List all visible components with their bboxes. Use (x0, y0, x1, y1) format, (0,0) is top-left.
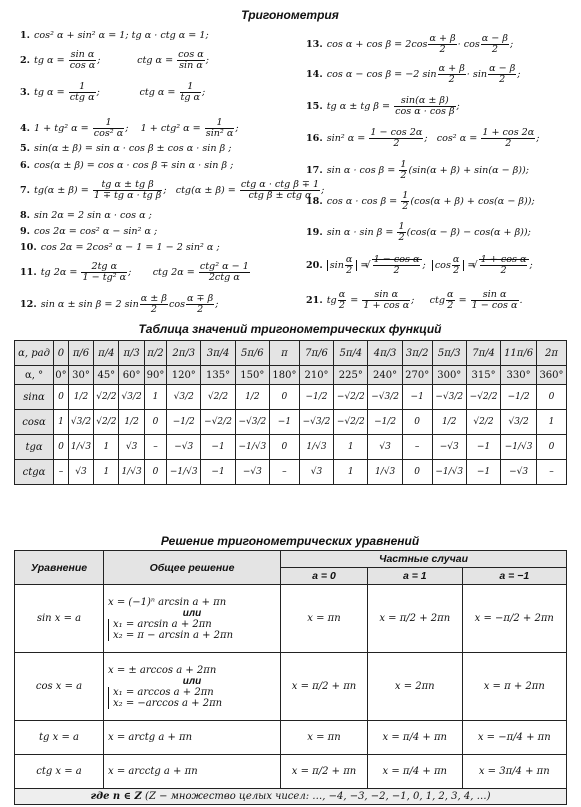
value-cell: √2/2 (201, 385, 235, 410)
value-cell: √3 (299, 460, 333, 485)
row-ctgα (15, 460, 567, 485)
rad-cell: 11π/6 (501, 341, 537, 366)
row-rad (15, 341, 567, 366)
value-cell: 1 (144, 385, 166, 410)
eq-sin: sin x = a (15, 585, 104, 653)
value-cell: −1 (466, 435, 500, 460)
formula-11: 11. tg 2α = $\frac{\text{2tg α}}{\text{1 − tg² α}}$ ; ctg 2α = $\frac{\text{ctg² α − 1}}{\text{2ctg α}}$ (20, 261, 249, 283)
value-cell: −1/2 (299, 385, 333, 410)
rad-cell: π/2 (144, 341, 166, 366)
value-cell: −√3/2 (299, 410, 333, 435)
value-cell: −1 (201, 460, 235, 485)
deg-cell: 300° (432, 366, 466, 385)
rad-cell: π/3 (119, 341, 144, 366)
value-cell: 0 (269, 385, 299, 410)
formula-16: 16. sin² α = $\frac{1 - \cos 2\alpha}{2}$ ; cos² α = $\frac{1 + \cos 2\alpha}{2}$ ; (306, 127, 540, 149)
value-cell: −1/2 (167, 410, 201, 435)
deg-cell: 225° (334, 366, 368, 385)
rad-cell: π/4 (94, 341, 119, 366)
sin-a0: x = πn (281, 585, 368, 653)
rad-cell: 7π/4 (466, 341, 500, 366)
value-cell: √3/2 (119, 385, 144, 410)
eq-tg: tg x = a (15, 721, 104, 755)
value-cell: −√3 (501, 460, 537, 485)
value-cell: 1/√3 (119, 460, 144, 485)
rad-cell: 0 (54, 341, 69, 366)
deg-cell: 330° (501, 366, 537, 385)
deg-cell: 150° (235, 366, 269, 385)
rad-cell: 3π/2 (402, 341, 432, 366)
formula-21: 21. tg $\frac{\alpha}{2}$ = $\frac{\text{sin α}}{\text{1 + cos α}}$ ; ctg $\frac{\alpha}{2}$ = $\frac{\text{sin α}}{\text{1 − cos α}}$ . (306, 289, 523, 311)
value-cell: −√3 (167, 435, 201, 460)
value-cell: 1/√3 (368, 460, 402, 485)
equations-table-title: Решение тригонометрических уравнений (160, 534, 420, 548)
value-cell: √3/2 (68, 410, 93, 435)
formula-18: 18. cos α · cos β = $\frac{1}{2}$ (cos(α + β) + cos(α − β)); (306, 190, 535, 212)
value-cell: −√3 (235, 460, 269, 485)
value-cell: √2/2 (94, 385, 119, 410)
value-cell: – (536, 460, 566, 485)
value-cell: 1/√3 (299, 435, 333, 460)
value-cell: 1 (54, 410, 69, 435)
value-cell: 0 (402, 410, 432, 435)
gen-sin: x = (−1)ⁿ arcsin a + πn или x₁ = arcsin a + 2πn x₂ = π − arcsin a + 2πn (104, 585, 281, 653)
formula-6: 6. cos(α ± β) = cos α · cos β ∓ sin α · sin β ; (20, 160, 234, 171)
rad-cell: 5π/4 (334, 341, 368, 366)
value-cell: √3/2 (167, 385, 201, 410)
deg-cell: 210° (299, 366, 333, 385)
header-am1: a = −1 (462, 568, 566, 585)
value-cell: – (144, 435, 166, 460)
deg-cell: 360° (536, 366, 566, 385)
deg-cell: 315° (466, 366, 500, 385)
value-cell: −1/√3 (432, 460, 466, 485)
formula-14: 14. cos α − cos β = −2 sin $\frac{\alpha + \beta}{2}$ · sin $\frac{\alpha - \beta}{2}$ ; (306, 63, 521, 85)
value-cell: √3 (119, 435, 144, 460)
tg-a1: x = π/4 + πn (368, 721, 463, 755)
deg-cell: 120° (167, 366, 201, 385)
value-cell: −√3/2 (368, 385, 402, 410)
func-name: cosα (15, 410, 54, 435)
value-cell: 1/2 (68, 385, 93, 410)
header-general-solution: Общее решение (104, 551, 281, 585)
rad-cell: π/6 (68, 341, 93, 366)
ctg-am1: x = 3π/4 + πn (462, 755, 566, 789)
rad-cell: 7π/6 (299, 341, 333, 366)
deg-cell: 90° (144, 366, 166, 385)
deg-cell: 240° (368, 366, 402, 385)
value-cell: 1/2 (119, 410, 144, 435)
formula-17: 17. sin α · cos β = $\frac{1}{2}$ (sin(α + β) + sin(α − β)); (306, 159, 529, 181)
cos-a1: x = 2πn (368, 653, 463, 721)
value-cell: 1 (334, 435, 368, 460)
formula-1: 1. cos² α + sin² α = 1; tg α · ctg α = 1; (20, 30, 209, 41)
formula-4: 4. 1 + tg² α = $\frac{1}{\text{cos² α}}$ ; 1 + ctg² α = $\frac{1}{\text{sin² α}}$ ; (20, 117, 239, 139)
value-cell: 0 (269, 435, 299, 460)
page-title: Тригонометрия (241, 8, 339, 22)
value-cell: 1/2 (432, 410, 466, 435)
gen-ctg: x = arcctg a + πn (104, 755, 281, 789)
formula-9: 9. cos 2α = cos² α − sin² α ; (20, 226, 158, 237)
ctg-a1: x = π/4 + πn (368, 755, 463, 789)
deg-cell: 0° (54, 366, 69, 385)
row-cosα (15, 410, 567, 435)
value-cell: 1/√3 (68, 435, 93, 460)
value-cell: −1/2 (501, 385, 537, 410)
gen-cos: x = ± arccos a + 2πn или x₁ = arccos a + 2πn x₂ = −arccos a + 2πn (104, 653, 281, 721)
eq-cos: cos x = a (15, 653, 104, 721)
rad-cell: 2π (536, 341, 566, 366)
deg-cell: 60° (119, 366, 144, 385)
value-cell: 1/2 (235, 385, 269, 410)
cos-am1: x = π + 2πn (462, 653, 566, 721)
rad-cell: 4π/3 (368, 341, 402, 366)
formula-15: 15. tg α ± tg β = $\frac{\sin(\alpha \pm \beta)}{\text{cos α · cos β}}$ ; (306, 95, 460, 117)
func-name: ctgα (15, 460, 54, 485)
value-cell: −1 (201, 435, 235, 460)
value-cell: √3 (368, 435, 402, 460)
value-cell: −1/2 (368, 410, 402, 435)
deg-cell: 180° (269, 366, 299, 385)
header-special-cases: Частные случаи (281, 551, 567, 568)
func-name: tgα (15, 435, 54, 460)
value-cell: −1 (402, 385, 432, 410)
value-cell: −√2/2 (334, 385, 368, 410)
value-cell: −√2/2 (201, 410, 235, 435)
value-cell: −1 (466, 460, 500, 485)
header-a1: a = 1 (368, 568, 463, 585)
equations-table (14, 550, 567, 805)
sin-a1: x = π/2 + 2πn (368, 585, 463, 653)
footer-note: где n ∈ Z (Z − множество целых чисел: …, −4, −3, −2, −1, 0, 1, 2, 3, 4, …) (15, 789, 567, 805)
deg-cell: 135° (201, 366, 235, 385)
rad-cell: 5π/3 (432, 341, 466, 366)
value-cell: √3 (68, 460, 93, 485)
header-equation: Уравнение (15, 551, 104, 585)
gen-tg: x = arctg a + πn (104, 721, 281, 755)
sin-am1: x = −π/2 + 2πn (462, 585, 566, 653)
header-rad: α, рад (15, 341, 54, 366)
value-cell: – (54, 460, 69, 485)
value-cell: √2/2 (466, 410, 500, 435)
value-cell: −√3/2 (235, 410, 269, 435)
eq-ctg: ctg x = a (15, 755, 104, 789)
value-cell: 1 (94, 435, 119, 460)
formula-20: 20. sin $\frac{\alpha}{2}$ = √ $\frac{\text{1 − cos α}}{2}$ ; cos $\frac{\alpha}{2}$ = √ $\frac{\text{1 + cos α}}{2}$ ; (306, 255, 533, 276)
formula-13: 13. cos α + cos β = 2cos $\frac{\alpha + \beta}{2}$ · cos $\frac{\alpha - \beta}{2}$ ; (306, 33, 514, 55)
value-table (14, 340, 567, 485)
value-cell: 0 (536, 385, 566, 410)
formula-8: 8. sin 2α = 2 sin α · cos α ; (20, 210, 152, 221)
value-cell: −1 (269, 410, 299, 435)
value-cell: – (402, 435, 432, 460)
value-cell: 0 (144, 410, 166, 435)
rad-cell: 5π/6 (235, 341, 269, 366)
value-cell: −√2/2 (334, 410, 368, 435)
formula-10: 10. cos 2α = 2cos² α − 1 = 1 − 2 sin² α ; (20, 242, 220, 253)
value-cell: −√3 (432, 435, 466, 460)
row-deg (15, 366, 567, 385)
value-cell: −1/√3 (235, 435, 269, 460)
value-cell: −√3/2 (432, 385, 466, 410)
value-cell: 0 (54, 385, 69, 410)
value-cell: −√2/2 (466, 385, 500, 410)
tg-am1: x = −π/4 + πn (462, 721, 566, 755)
value-cell: −1/√3 (167, 460, 201, 485)
rad-cell: 2π/3 (167, 341, 201, 366)
formula-2: 2. tg α = $\frac{\text{sin α}}{\text{cos α}}$ ; ctg α = $\frac{\text{cos α}}{\text{sin α}}$ ; (20, 49, 210, 71)
ctg-a0: x = π/2 + πn (281, 755, 368, 789)
deg-cell: 30° (68, 366, 93, 385)
value-cell: √2/2 (94, 410, 119, 435)
header-deg: α, ° (15, 366, 54, 385)
value-cell: 0 (402, 460, 432, 485)
value-cell: 1 (94, 460, 119, 485)
deg-cell: 45° (94, 366, 119, 385)
deg-cell: 270° (402, 366, 432, 385)
formula-5: 5. sin(α ± β) = sin α · cos β ± cos α · sin β ; (20, 143, 232, 154)
value-cell: 0 (54, 435, 69, 460)
cos-a0: x = π/2 + πn (281, 653, 368, 721)
tg-a0: x = πn (281, 721, 368, 755)
value-cell: 0 (536, 435, 566, 460)
value-cell: – (269, 460, 299, 485)
row-sinα (15, 385, 567, 410)
value-cell: 0 (144, 460, 166, 485)
formula-19: 19. sin α · sin β = $\frac{1}{2}$ (cos(α − β) − cos(α + β)); (306, 221, 531, 243)
value-cell: −1/√3 (501, 435, 537, 460)
row-tgα (15, 435, 567, 460)
value-cell: √3/2 (501, 410, 537, 435)
value-cell: 1 (334, 460, 368, 485)
func-name: sinα (15, 385, 54, 410)
formula-7: 7. tg(α ± β) = $\frac{\text{tg α ± tg β}}{\text{1 ∓ tg α · tg β}}$ ; ctg(α ± β) = $\frac{\text{ctg α · ctg β ∓ 1}}{\text{ctg β ± ctg α}}$ ; (20, 179, 325, 201)
rad-cell: 3π/4 (201, 341, 235, 366)
value-table-title: Таблица значений тригонометрических функций (138, 322, 442, 336)
formula-3: 3. tg α = $\frac{1}{\text{ctg α}}$ ; ctg α = $\frac{1}{\text{tg α}}$ ; (20, 81, 206, 103)
formula-12: 12. sin α ± sin β = 2 sin $\frac{\alpha \pm \beta}{2}$ cos $\frac{\alpha \mp \beta}{2}$ ; (20, 293, 219, 315)
value-cell: 1 (536, 410, 566, 435)
header-a0: a = 0 (281, 568, 368, 585)
rad-cell: π (269, 341, 299, 366)
